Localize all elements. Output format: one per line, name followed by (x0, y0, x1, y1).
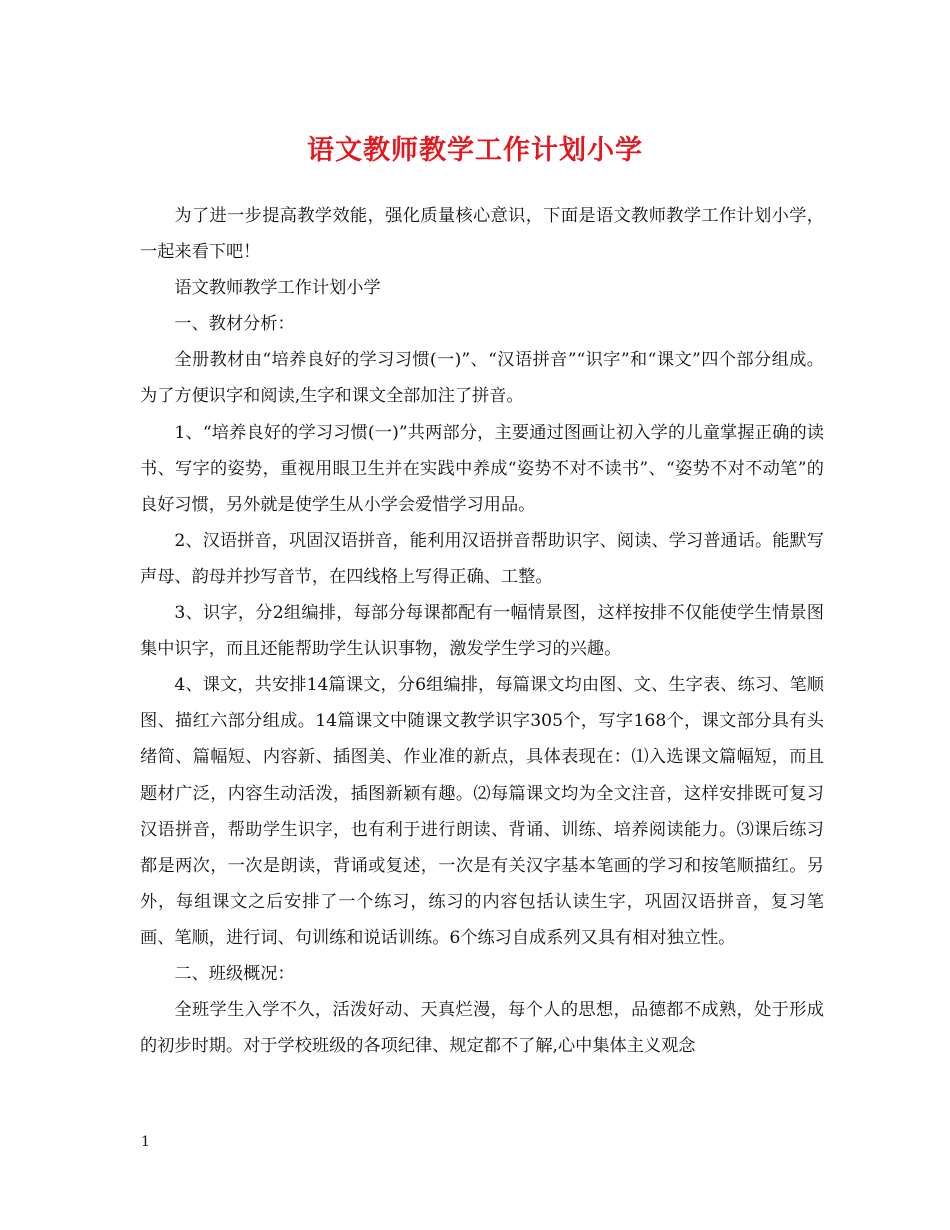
page-number: 1 (141, 1134, 150, 1150)
paragraph-materials-item-2: 2、汉语拼音，巩固汉语拼音，能利用汉语拼音帮助识字、阅读、学习普通话。能默写声母、韵母并抄写音节，在四线格上写得正确、工整。 (140, 530, 824, 587)
document-body (140, 198, 824, 1064)
paragraph-subtitle: 语文教师教学工作计划小学 (174, 278, 381, 299)
paragraph-materials-item-1: 1、“培养良好的学习习惯(一)”共两部分，主要通过图画让初入学的儿童掌握正确的读书、写字的姿势，重视用眼卫生并在实践中养成“姿势不对不读书”、“姿势不对不动笔”的良好习惯，另外就是使学生从小学会爱惜学习用品。 (140, 422, 824, 515)
section-heading-materials: 一、教材分析： (174, 314, 295, 335)
paragraph-materials-overview: 全册教材由“培养良好的学习习惯(一)”、“汉语拼音”“识字”和“课文”四个部分组成。为了方便识字和阅读,生字和课文全部加注了拼音。 (140, 350, 824, 407)
section-heading-class: 二、班级概况： (174, 963, 295, 984)
document-title: 语文教师教学工作计划小学 (307, 135, 643, 166)
paragraph-class-overview: 全班学生入学不久，活泼好动、天真烂漫，每个人的思想，品德都不成熟，处于形成的初步时期。对于学校班级的各项纪律、规定都不了解,心中集体主义观念 (140, 1000, 824, 1057)
paragraph-materials-item-3: 3、识字，分2组编排，每部分每课都配有一幅情景图，这样按排不仅能使学生情景图集中识字，而且还能帮助学生认识事物，激发学生学习的兴趣。 (140, 603, 824, 660)
paragraph-intro: 为了进一步提高教学效能，强化质量核心意识，下面是语文教师教学工作计划小学，一起来看下吧！ (140, 206, 824, 263)
paragraph-materials-item-4: 4、课文，共安排14篇课文，分6组编排，每篇课文均由图、文、生字表、练习、笔顺图、描红六部分组成。14篇课文中随课文教学识字305个，写字168个，课文部分具有头绪简、篇幅短、内容新、插图美、作业准的新点，具体表现在：⑴入选课文篇幅短，而且题材广泛，内容生动活泼，插图新颖有趣。⑵每篇课文均为全文注音，这样安排既可复习汉语拼音，帮助学生识字，也有利于进行朗读、背诵、训练、培养阅读能力。⑶课后练习都是两次，一次是朗读，背诵或复述，一次是有关汉字基本笔画的学习和按笔顺描红。另外，每组课文之后安排了一个练习，练习的内容包括认读生字，巩固汉语拼音，复习笔画、笔顺，进行词、句训练和说话训练。6个练习自成系列又具有相对独立性。 (140, 675, 824, 948)
